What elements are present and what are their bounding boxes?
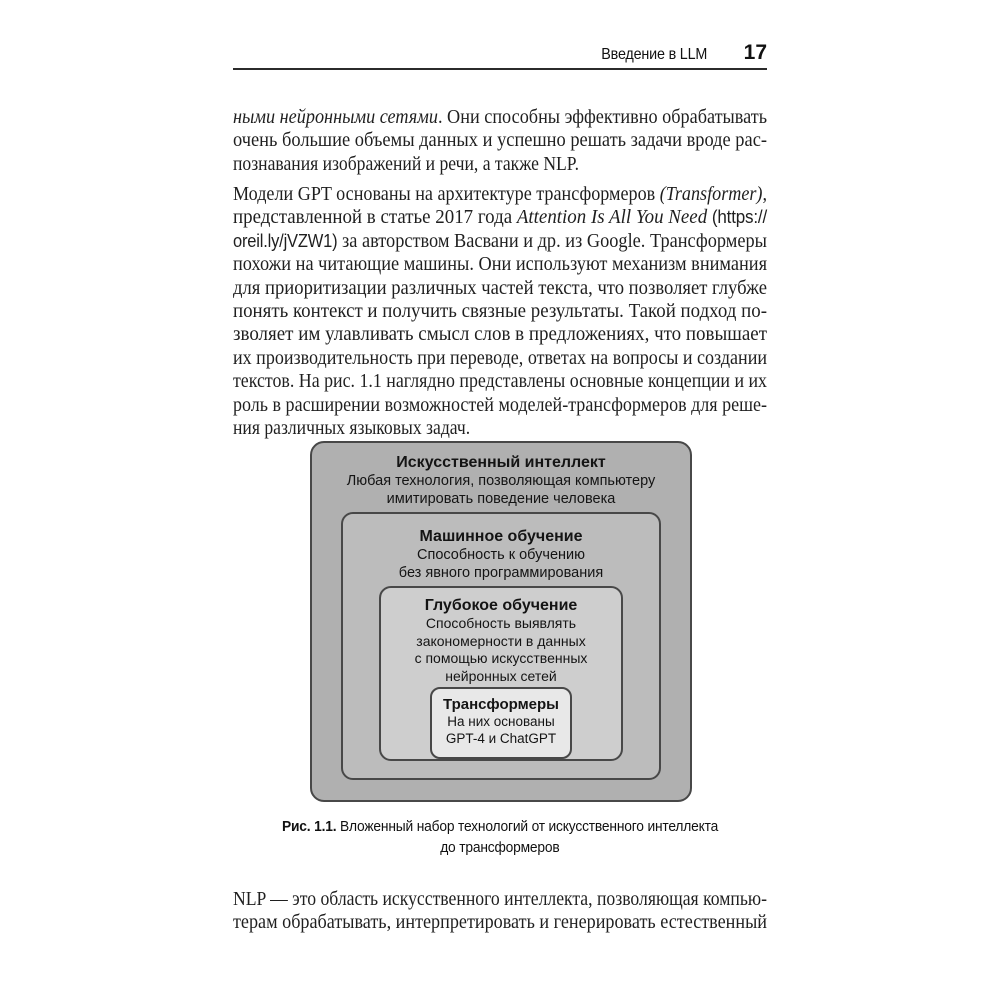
- body-text: представленной в статье 2017 года: [233, 206, 517, 229]
- body-line: [233, 206, 767, 229]
- figure-box-description-line: закономерности в данных: [416, 632, 586, 649]
- body-text: ния различных языковых задач.: [233, 416, 471, 439]
- body-line: [233, 347, 767, 370]
- figure-box-title: Глубокое обучение: [424, 597, 578, 614]
- body-line: [233, 253, 767, 276]
- body-text: похожи на читающие машины. Они используют механизм внимания: [233, 253, 767, 276]
- body-text: NLP — это область искусственного интеллекта, позволяющая компью-: [233, 888, 767, 910]
- page-number: 17: [743, 41, 767, 64]
- figure-box-title: Искусственный интеллект: [396, 454, 606, 471]
- figure-box-transformers: [430, 687, 572, 759]
- body-line: [233, 277, 767, 300]
- body-text: понять контекст и получить связные результаты. Такой подход по-: [233, 299, 767, 322]
- figure-box-description-line: Любая технология, позволяющая компьютеру: [346, 473, 656, 489]
- body-text: для приоритизации различных частей текста, что позволяет глубже: [233, 276, 767, 299]
- body-line: [233, 888, 767, 911]
- body-line: [233, 417, 767, 440]
- body-line: [233, 153, 767, 176]
- body-line: [233, 394, 767, 417]
- caption-label: Рис. 1.1.: [281, 818, 337, 835]
- header-rule: [233, 68, 767, 70]
- figure-box-description-line: имитировать поведение человека: [386, 491, 616, 507]
- caption-line-2: до трансформеров: [440, 839, 560, 856]
- figure-box-description-line: без явного программирования: [398, 565, 604, 581]
- body-text: Модели GPT основаны на архитектуре трансформеров: [233, 183, 660, 205]
- italic-text: Attention Is All You Need: [516, 206, 708, 229]
- figure-box-title: Машинное обучение: [419, 528, 583, 545]
- body-line: [233, 323, 767, 346]
- body-paragraph-1: [233, 106, 767, 176]
- body-line: [233, 106, 767, 129]
- figure-nested-technology-diagram: [310, 441, 692, 802]
- figure-box-deep-learning: [379, 586, 623, 761]
- figure-box-description-line: нейронных сетей: [445, 667, 557, 684]
- figure-box-description-line: GPT-4 и ChatGPT: [445, 731, 557, 746]
- figure-caption: [233, 816, 767, 858]
- body-text: терам обрабатывать, интерпретировать и генерировать естественный: [233, 911, 767, 934]
- body-text: за авторством Васвани и др. из Google. Трансформеры: [337, 229, 767, 252]
- body-text: зволяет им улавливать смысл слов в предложениях, что повышает: [233, 323, 767, 346]
- caption-line-1: [233, 816, 767, 837]
- body-line: [233, 300, 767, 323]
- body-text: роль в расширении возможностей моделей-трансформеров для реше-: [233, 393, 767, 416]
- body-line: [233, 911, 767, 934]
- figure-box-artificial-intelligence: [310, 441, 692, 802]
- body-text: их производительность при переводе, ответах на вопросы и создании: [233, 346, 767, 369]
- figure-box-title: Трансформеры: [443, 696, 559, 713]
- figure-box-description-line: На них основаны: [447, 714, 555, 729]
- url-text: oreil.ly/jVZW1): [233, 230, 338, 251]
- body-paragraph-3: [233, 888, 767, 935]
- url-text: (https://: [711, 207, 767, 228]
- running-head: Введение в LLM: [601, 46, 708, 63]
- page-header: [233, 41, 767, 65]
- body-paragraph-2: [233, 183, 767, 440]
- caption-text: Вложенный набор технологий от искусственного интеллекта: [336, 818, 719, 835]
- body-text: очень большие объемы данных и успешно решать задачи вроде рас-: [233, 129, 767, 152]
- italic-text: (Transformer),: [659, 183, 767, 205]
- body-text: текстов. На рис. 1.1 наглядно представлены основные концепции и их: [233, 370, 767, 393]
- figure-box-description-line: Способность выявлять: [425, 615, 577, 631]
- body-line: [233, 230, 767, 253]
- figure-box-description-line: Способность к обучению: [417, 547, 585, 563]
- body-text: . Они способны эффективно обрабатывать: [437, 106, 767, 128]
- body-line: [233, 370, 767, 393]
- body-line: [233, 183, 767, 206]
- body-line: [233, 129, 767, 152]
- figure-box-machine-learning: [341, 512, 661, 780]
- italic-text: ными нейронными сетями: [233, 106, 438, 128]
- body-text: познавания изображений и речи, а также NLP.: [233, 152, 580, 175]
- figure-box-description-line: с помощью искусственных: [414, 650, 588, 666]
